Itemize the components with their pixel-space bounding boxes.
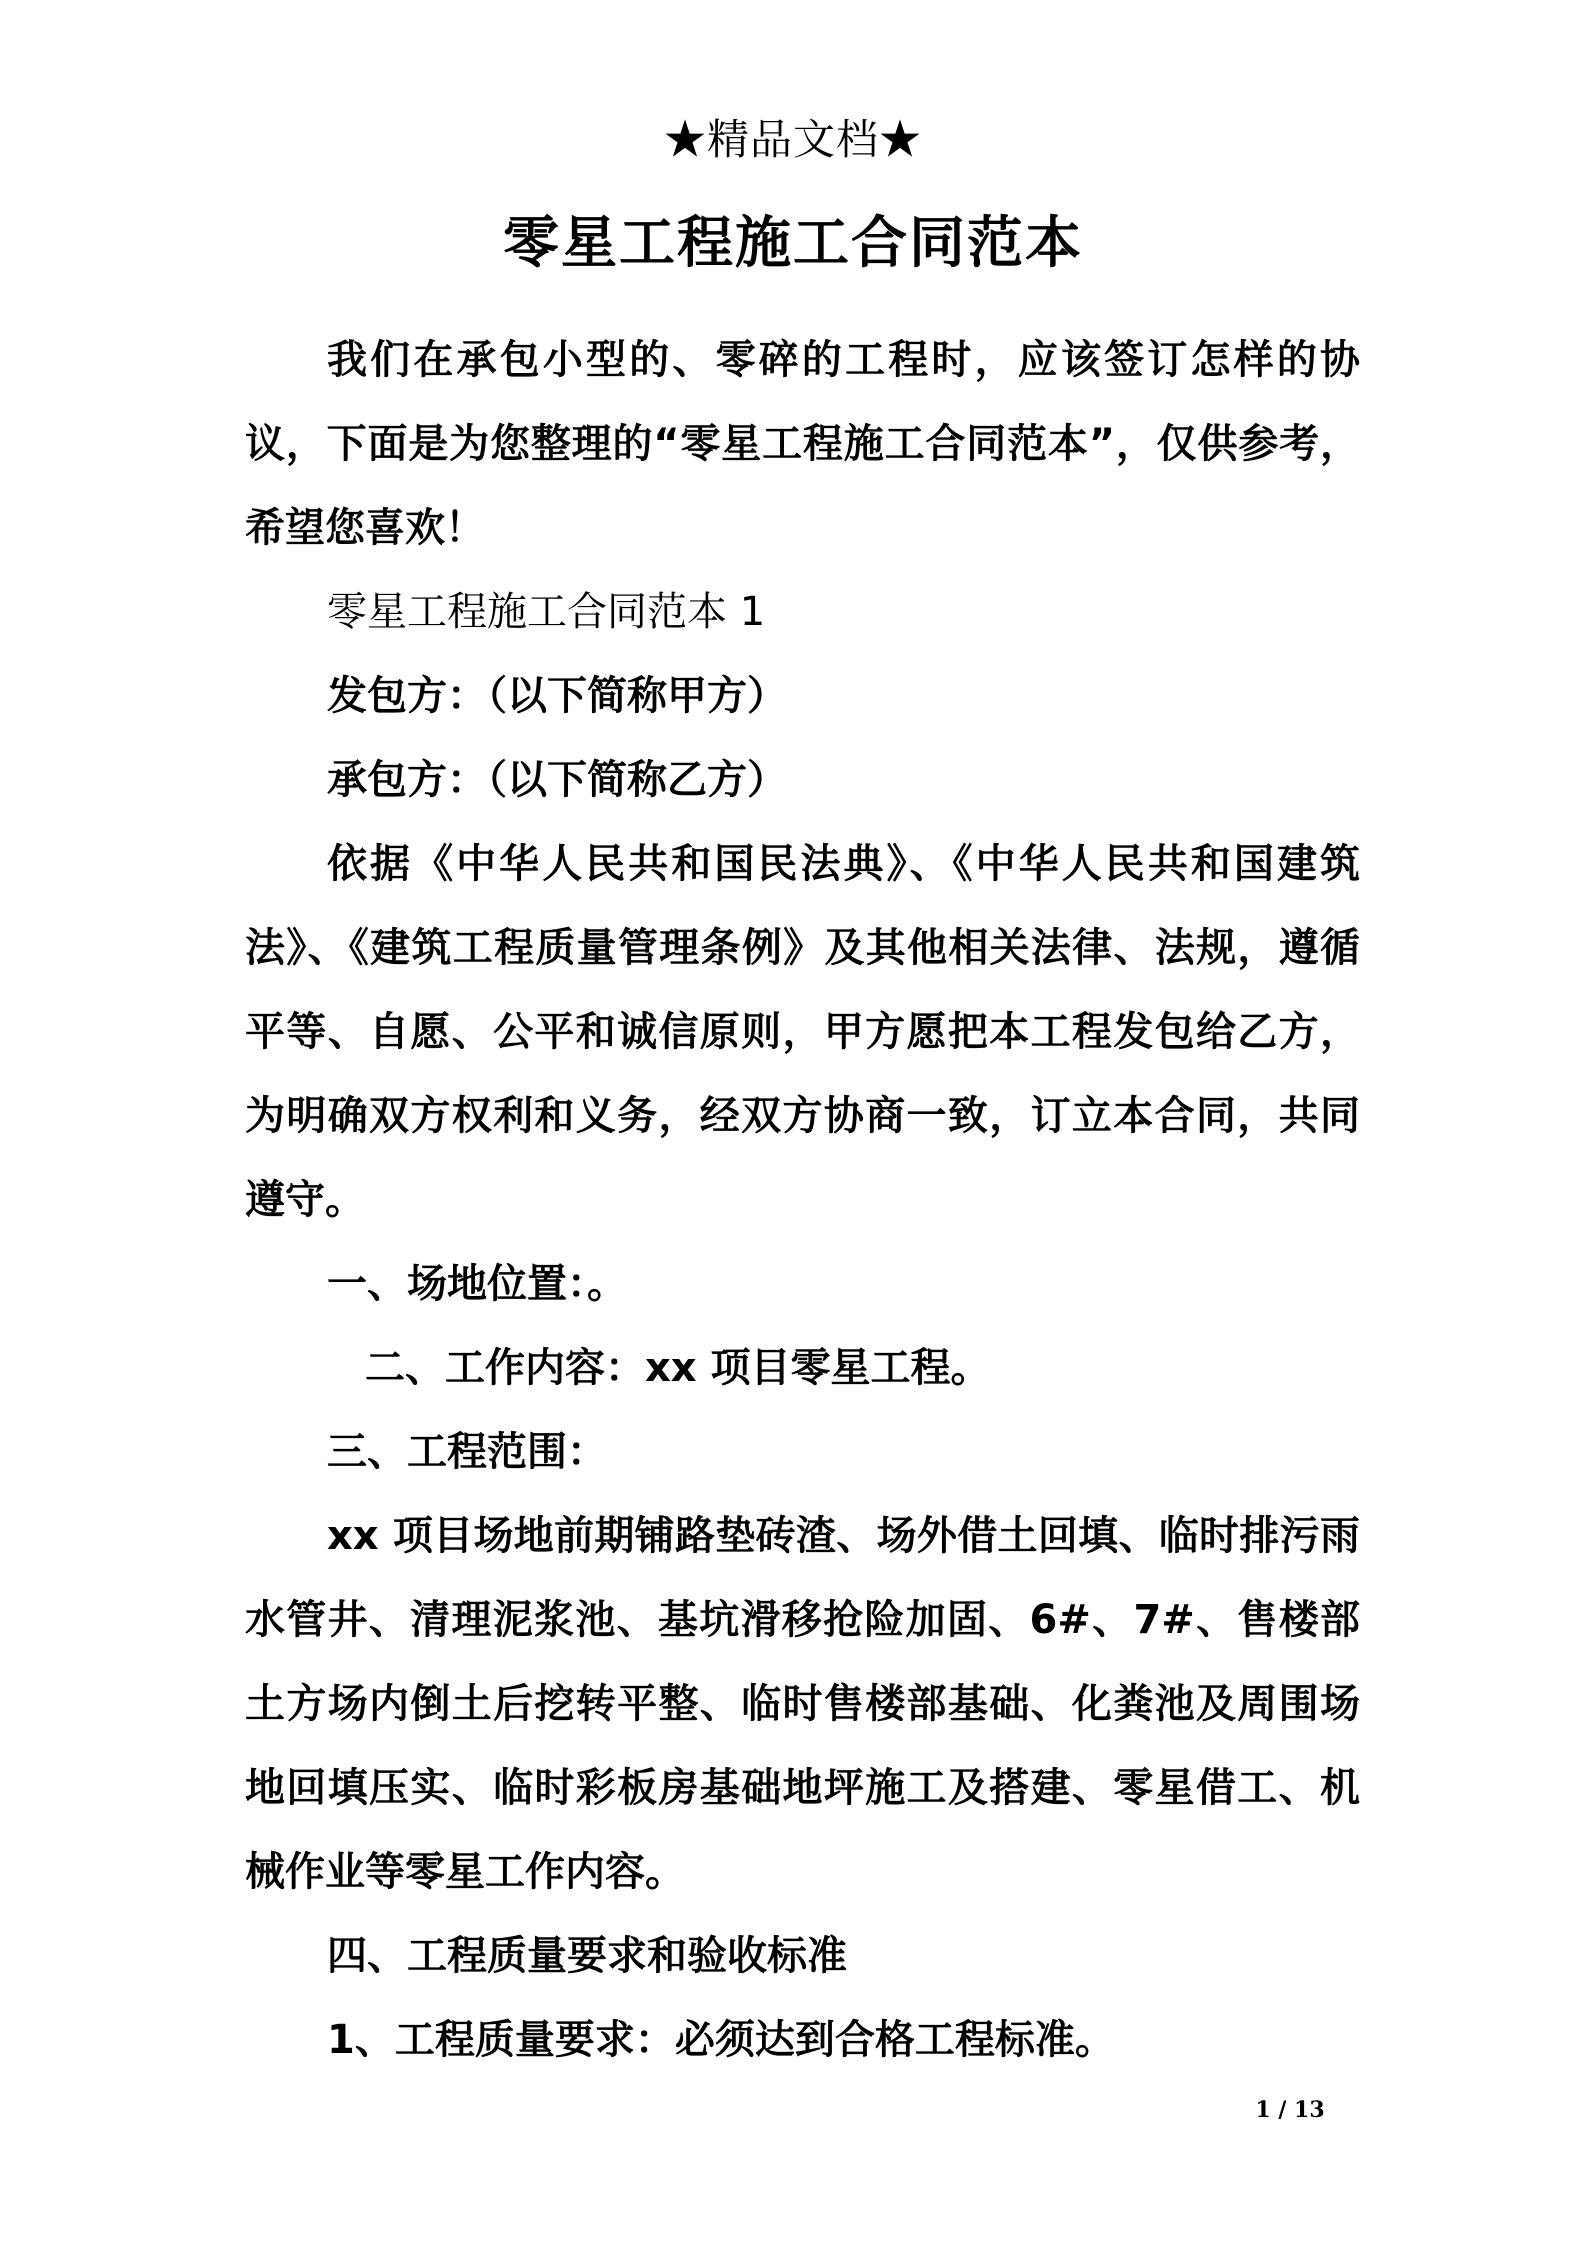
clause-site-location: 一、场地位置：。	[327, 1261, 627, 1307]
document-body	[245, 318, 1360, 2082]
clause-work-content: 二、工作内容：xx 项目零星工程。	[365, 1345, 991, 1391]
page-number: 1 / 13	[1255, 2097, 1325, 2123]
section-heading: 零星工程施工合同范本 1	[327, 589, 766, 635]
intro-paragraph: 我们在承包小型的、零碎的工程时，应该签订怎样的协议，下面是为您整理的“零星工程施工合同范本”，仅供参考，希望您喜欢！	[245, 337, 1360, 551]
clause-scope-heading: 三、工程范围：	[327, 1429, 607, 1475]
clause-quality-requirement: 1、工程质量要求：必须达到合格工程标准。	[327, 2017, 1115, 2063]
header-mark: ★精品文档★	[663, 115, 922, 164]
document-title: 零星工程施工合同范本	[503, 211, 1083, 276]
party-b-line: 承包方：（以下简称乙方）	[327, 757, 787, 803]
clause-scope-paragraph: xx 项目场地前期铺路垫砖渣、场外借土回填、临时排污雨水管井、清理泥浆池、基坑滑移抢险加固、6#、7#、售楼部土方场内倒土后挖转平整、临时售楼部基础、化粪池及周围场地回填压实、临时彩板房基础地坪施工及搭建、零星借工、机械作业等零星工作内容。	[245, 1513, 1360, 1895]
clause-quality-heading: 四、工程质量要求和验收标准	[327, 1933, 847, 1979]
legal-basis-paragraph: 依据《中华人民共和国民法典》、《中华人民共和国建筑法》、《建筑工程质量管理条例》及其他相关法律、法规，遵循平等、自愿、公平和诚信原则，甲方愿把本工程发包给乙方，为明确双方权利和义务，经双方协商一致，订立本合同，共同遵守。	[245, 841, 1360, 1223]
party-a-line: 发包方：（以下简称甲方）	[327, 673, 787, 719]
